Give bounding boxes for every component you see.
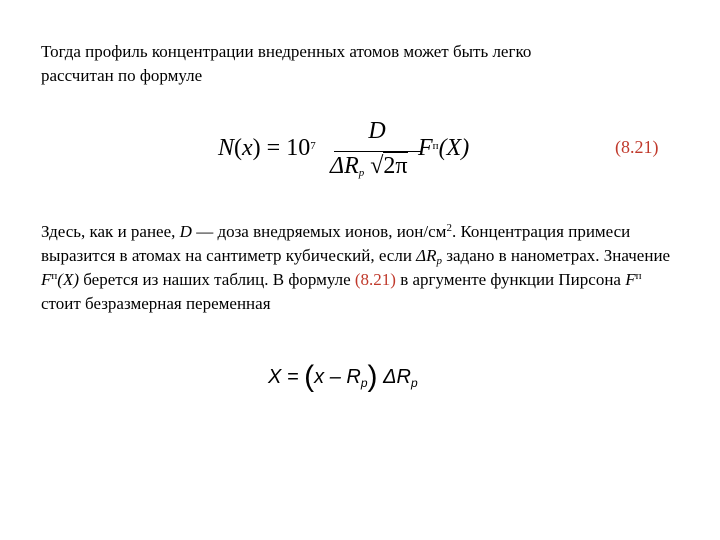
text-s5: берется из наших таблиц. В формуле xyxy=(79,270,355,289)
body-paragraph xyxy=(41,220,681,316)
rhs-arg: (X) xyxy=(438,135,470,161)
formula-rhs xyxy=(418,135,469,162)
text-s3: . Концентрация примеси выразится в атомах на сантиметр кубический, если xyxy=(41,222,631,265)
text-F2: F xyxy=(625,270,636,289)
text-s4: задано в нанометрах. Значение xyxy=(442,246,671,265)
eq2-minus-r: – R xyxy=(324,366,361,388)
text-s6: в аргументе функции Пирсона xyxy=(395,270,626,289)
text-D: D xyxy=(179,222,192,241)
formula-x-definition xyxy=(268,360,418,394)
den-sub: p xyxy=(358,167,365,179)
intro-line-1: Тогда профиль концентрации внедренных атомов может быть легко xyxy=(41,42,532,61)
text-delta-r: ΔR xyxy=(416,246,437,265)
text-sup2: 2 xyxy=(446,222,452,234)
equation-number: (8.21) xyxy=(615,137,659,157)
eq2-close-paren: ) xyxy=(367,360,378,393)
eq2-open-paren: ( xyxy=(304,360,315,393)
sqrt-symbol: √ xyxy=(370,153,384,179)
text-s1: Здесь, как и ранее, xyxy=(41,222,180,241)
text-s7: стоит безразмерная переменная xyxy=(41,294,271,313)
intro-line-2: рассчитан по формуле xyxy=(41,66,203,85)
eq2-lhs: X = xyxy=(268,366,299,388)
fraction-bar xyxy=(334,151,422,152)
formula-numerator: D xyxy=(368,118,386,144)
intro-paragraph xyxy=(41,40,681,88)
eq2-sub2: p xyxy=(410,376,418,390)
eq2-sub1: p xyxy=(360,376,368,390)
formula-exponent: 7 xyxy=(310,140,316,152)
formula-fraction xyxy=(330,118,424,184)
text-s2: — доза внедряемых ионов, ион/см xyxy=(191,222,447,241)
text-sub-p: p xyxy=(436,255,443,267)
equation-reference-link[interactable]: (8.21) xyxy=(354,270,396,289)
text-sup-p2: п xyxy=(635,270,642,282)
formula-lhs: $N(x) = 10^7$ xyxy=(218,135,316,161)
eq2-x: x xyxy=(314,366,325,388)
text-sup-p1: п xyxy=(51,270,58,282)
den-delta-r: ΔR xyxy=(330,153,359,179)
rhs-sup: п xyxy=(432,140,439,152)
rhs-f: F xyxy=(418,135,433,161)
formula-8-21 xyxy=(218,118,518,188)
den-sqrt-arg: 2π xyxy=(383,153,408,179)
text-arg: (X) xyxy=(57,270,79,289)
eq2-delta-r: ΔR xyxy=(383,366,411,388)
formula-denominator xyxy=(330,153,408,180)
text-F1: F xyxy=(41,270,52,289)
